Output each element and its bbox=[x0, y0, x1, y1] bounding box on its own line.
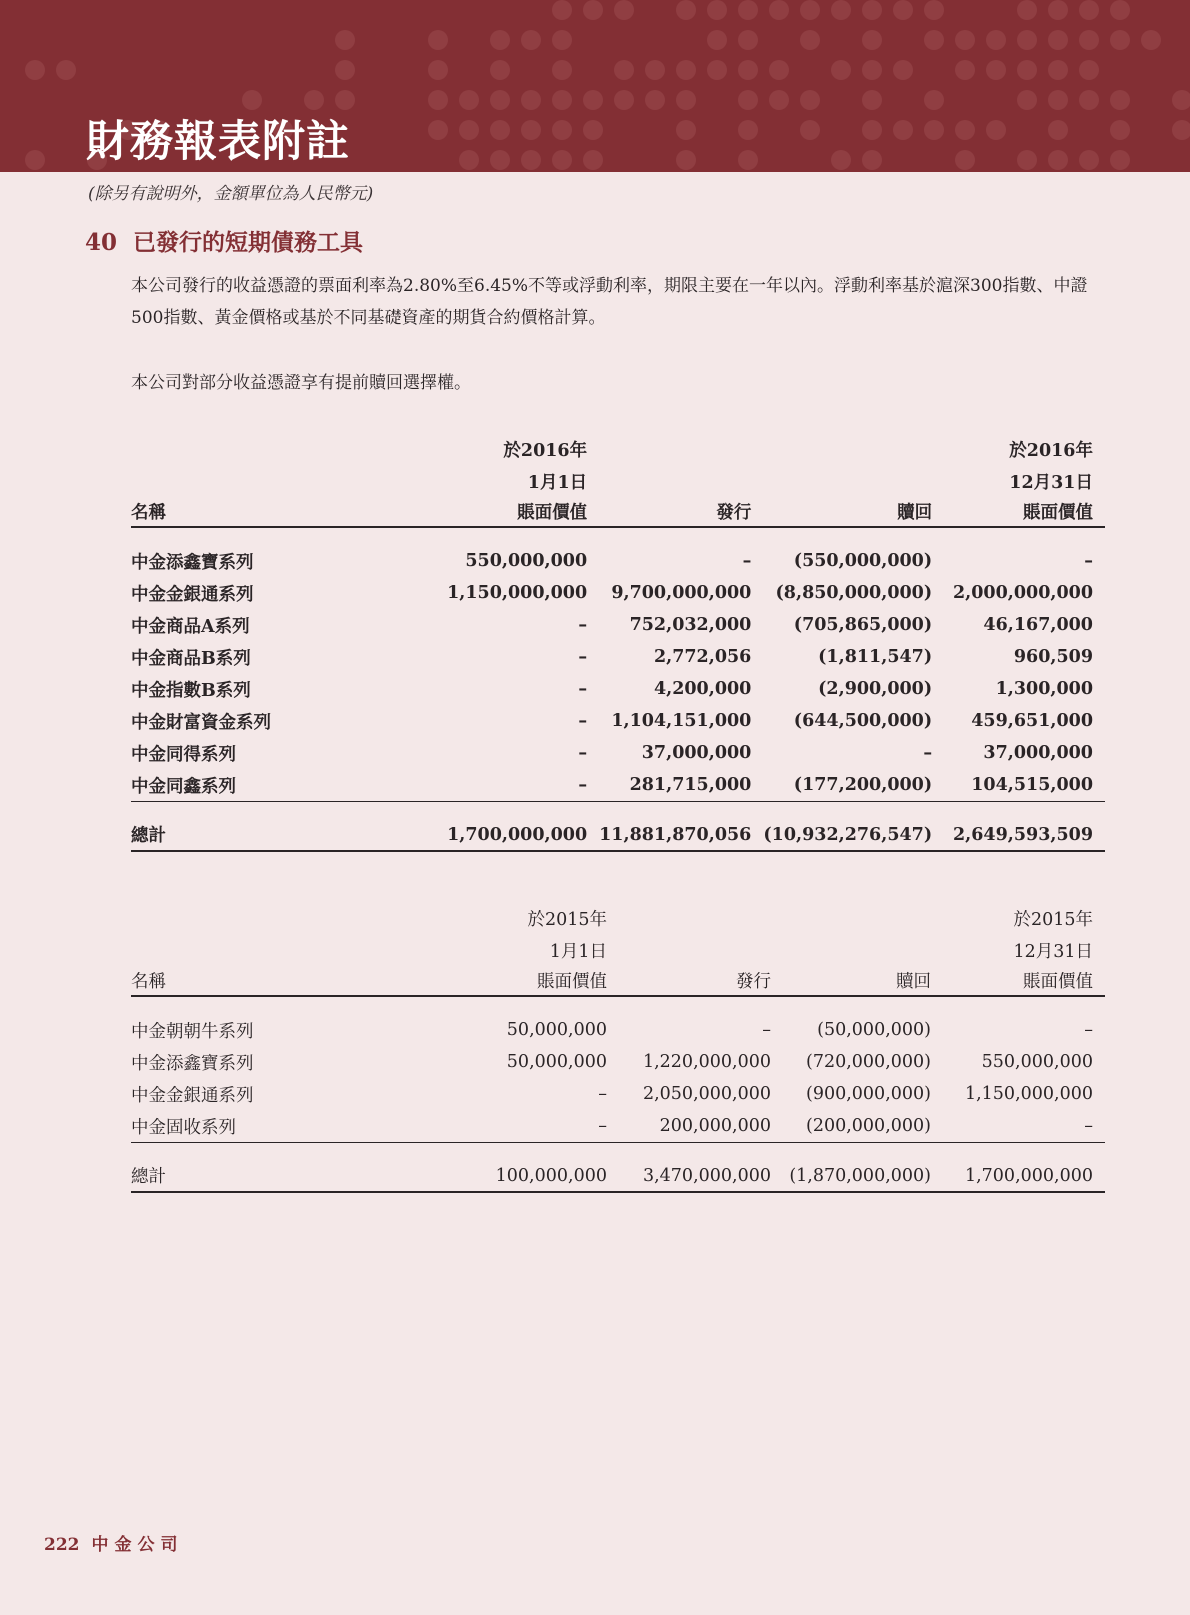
total-cell: 3,470,000,000 bbox=[619, 1160, 783, 1192]
company-name: 中金公司 bbox=[91, 1535, 184, 1555]
page-number: 222 bbox=[44, 1535, 80, 1555]
series-name-cell: 中金朝朝牛系列 bbox=[131, 1021, 254, 1042]
total-cell: 1,700,000,000 bbox=[943, 1160, 1105, 1192]
header-name: 名稱 bbox=[131, 494, 447, 527]
series-name-cell: 中金商品A系列 bbox=[131, 616, 250, 637]
amount-cell: (550,000,000) bbox=[793, 551, 933, 571]
table-row bbox=[131, 641, 1105, 673]
amount-cell: 550,000,000 bbox=[465, 551, 588, 571]
amount-cell: – bbox=[578, 615, 588, 635]
amount-cell: 2,772,056 bbox=[653, 647, 752, 667]
amount-cell: – bbox=[762, 1020, 771, 1040]
table-row bbox=[131, 577, 1105, 609]
total-cell: (1,870,000,000) bbox=[783, 1160, 943, 1192]
amount-cell: 37,000,000 bbox=[641, 743, 752, 763]
amount-cell: 200,000,000 bbox=[619, 1110, 783, 1143]
amount-cell: (8,850,000,000) bbox=[775, 583, 933, 603]
amount-cell: 281,715,000 bbox=[599, 769, 763, 802]
series-name-cell: 中金商品B系列 bbox=[131, 648, 251, 669]
amount-cell: (2,900,000) bbox=[818, 679, 933, 699]
amount-cell: (705,865,000) bbox=[793, 615, 933, 635]
amount-cell: 9,700,000,000 bbox=[611, 583, 752, 603]
amount-cell: – bbox=[578, 743, 588, 763]
amount-cell: 2,050,000,000 bbox=[642, 1084, 771, 1104]
series-name-cell: 中金添鑫寶系列 bbox=[131, 1053, 254, 1074]
table-row bbox=[131, 1046, 1105, 1078]
header-row bbox=[131, 462, 1105, 494]
amount-cell: (50,000,000) bbox=[817, 1020, 931, 1040]
amount-cell: – bbox=[742, 551, 752, 571]
page-footer bbox=[44, 1530, 184, 1555]
amount-cell: – bbox=[923, 743, 933, 763]
amount-cell: – bbox=[598, 1084, 607, 1104]
table-2016 bbox=[131, 430, 1105, 852]
header-closing-value: 賬面價值 bbox=[943, 963, 1105, 996]
header-row bbox=[131, 931, 1105, 963]
amount-cell: 1,104,151,000 bbox=[611, 711, 752, 731]
series-name-cell: 中金添鑫寶系列 bbox=[131, 552, 254, 573]
amount-cell: – bbox=[578, 679, 588, 699]
header-opening-value: 賬面價值 bbox=[447, 494, 599, 527]
amount-cell: 46,167,000 bbox=[983, 615, 1093, 635]
header-closing-year: 於2016年 bbox=[1009, 441, 1093, 461]
table-row bbox=[131, 609, 1105, 641]
amount-cell: 37,000,000 bbox=[983, 743, 1093, 763]
header-row bbox=[131, 494, 1105, 527]
amount-cell: – bbox=[578, 711, 588, 731]
amount-cell: 2,000,000,000 bbox=[952, 583, 1093, 603]
table-row bbox=[131, 1078, 1105, 1110]
header-redeemed: 贖回 bbox=[783, 963, 943, 996]
table-row bbox=[131, 769, 1105, 802]
header-opening-date: 1月1日 bbox=[549, 942, 607, 962]
currency-note: (除另有說明外，金額單位為人民幣元) bbox=[88, 184, 374, 204]
section-title: 已發行的短期債務工具 bbox=[133, 229, 363, 256]
total-cell: 11,881,870,056 bbox=[599, 819, 763, 851]
amount-cell: 550,000,000 bbox=[981, 1052, 1093, 1072]
amount-cell: (900,000,000) bbox=[806, 1084, 931, 1104]
amount-cell: (644,500,000) bbox=[793, 711, 933, 731]
table-row bbox=[131, 1014, 1105, 1046]
table-row bbox=[131, 673, 1105, 705]
amount-cell: (1,811,547) bbox=[818, 647, 933, 667]
total-row bbox=[131, 819, 1105, 851]
table-row bbox=[131, 705, 1105, 737]
table-2015 bbox=[131, 899, 1105, 1193]
header-name: 名稱 bbox=[131, 963, 470, 996]
series-name-cell: 中金金銀通系列 bbox=[131, 584, 254, 605]
header-closing-date: 12月31日 bbox=[1013, 942, 1093, 962]
amount-cell: 1,220,000,000 bbox=[642, 1052, 771, 1072]
total-cell: 2,649,593,509 bbox=[944, 819, 1105, 851]
total-cell: 100,000,000 bbox=[470, 1160, 619, 1192]
header-opening-date: 1月1日 bbox=[527, 473, 588, 493]
amount-cell: 1,300,000 bbox=[995, 679, 1093, 699]
paragraph-early-redemption: 本公司對部分收益憑證享有提前贖回選擇權。 bbox=[131, 373, 471, 393]
header-closing-value: 賬面價值 bbox=[944, 494, 1105, 527]
series-name-cell: 中金同鑫系列 bbox=[131, 769, 447, 802]
amount-cell: – bbox=[470, 1110, 619, 1143]
header-opening-year: 於2015年 bbox=[527, 910, 607, 930]
series-name-cell: 中金財富資金系列 bbox=[131, 712, 271, 733]
amount-cell: 459,651,000 bbox=[971, 711, 1093, 731]
header-row bbox=[131, 899, 1105, 931]
amount-cell: – bbox=[578, 647, 588, 667]
paragraph-interest-rates: 本公司發行的收益憑證的票面利率為2.80%至6.45%不等或浮動利率，期限主要在一年以內。浮動利率基於滬深300指數、中證500指數、黃金價格或基於不同基礎資產的期貨合約價格計算。 bbox=[131, 276, 1088, 328]
amount-cell: – bbox=[447, 769, 599, 802]
table-row bbox=[131, 545, 1105, 577]
amount-cell: 50,000,000 bbox=[506, 1052, 607, 1072]
header-banner bbox=[0, 0, 1190, 172]
page-title: 財務報表附註 bbox=[86, 117, 350, 167]
section-number: 40 bbox=[85, 229, 118, 256]
total-cell: 1,700,000,000 bbox=[447, 819, 599, 851]
total-label: 總計 bbox=[131, 819, 447, 851]
header-closing-year: 於2015年 bbox=[1013, 910, 1093, 930]
header-row bbox=[131, 430, 1105, 462]
section-heading bbox=[85, 224, 363, 257]
amount-cell: 1,150,000,000 bbox=[447, 583, 588, 603]
table-row bbox=[131, 1110, 1105, 1143]
header-row bbox=[131, 963, 1105, 996]
total-row bbox=[131, 1160, 1105, 1192]
header-opening-value: 賬面價值 bbox=[470, 963, 619, 996]
amount-cell: – bbox=[943, 1110, 1105, 1143]
total-label: 總計 bbox=[131, 1160, 470, 1192]
amount-cell: 104,515,000 bbox=[944, 769, 1105, 802]
amount-cell: – bbox=[1084, 1020, 1093, 1040]
header-opening-year: 於2016年 bbox=[503, 441, 588, 461]
amount-cell: 752,032,000 bbox=[629, 615, 752, 635]
series-name-cell: 中金固收系列 bbox=[131, 1110, 470, 1143]
header-issued: 發行 bbox=[619, 963, 783, 996]
amount-cell: (720,000,000) bbox=[806, 1052, 931, 1072]
amount-cell: (200,000,000) bbox=[783, 1110, 943, 1143]
table-row bbox=[131, 737, 1105, 769]
series-name-cell: 中金金銀通系列 bbox=[131, 1085, 254, 1106]
series-name-cell: 中金同得系列 bbox=[131, 744, 236, 765]
header-issued: 發行 bbox=[599, 494, 763, 527]
amount-cell: 4,200,000 bbox=[653, 679, 752, 699]
amount-cell: 1,150,000,000 bbox=[964, 1084, 1093, 1104]
amount-cell: (177,200,000) bbox=[763, 769, 944, 802]
amount-cell: 50,000,000 bbox=[506, 1020, 607, 1040]
series-name-cell: 中金指數B系列 bbox=[131, 680, 251, 701]
header-closing-date: 12月31日 bbox=[1009, 473, 1093, 493]
amount-cell: – bbox=[1084, 551, 1093, 571]
total-cell: (10,932,276,547) bbox=[763, 819, 944, 851]
header-redeemed: 贖回 bbox=[763, 494, 944, 527]
amount-cell: 960,509 bbox=[1013, 647, 1093, 667]
